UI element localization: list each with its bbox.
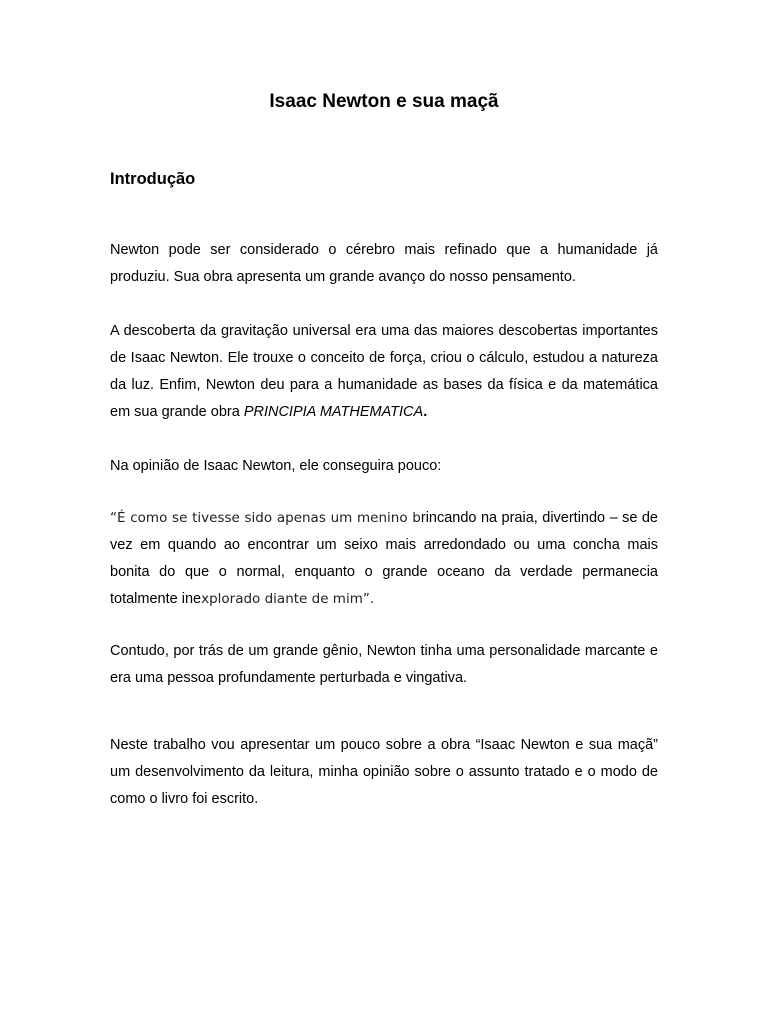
newton-quote bbox=[110, 505, 658, 613]
paragraph-opinion: Na opinião de Isaac Newton, ele conseguira pouco: bbox=[110, 458, 442, 474]
document-title: Isaac Newton e sua maçã bbox=[269, 91, 499, 112]
quote-start: “É como se tivesse sido apenas um menino b bbox=[110, 510, 421, 526]
paragraph-work-purpose: Neste trabalho vou apresentar um pouco sobre a obra “Isaac Newton e sua maçã” um desenvolvimento da leitura, minha opinião sobre o assunto tratado e o modo de como o livro foi escrito. bbox=[110, 737, 658, 807]
paragraph-gravitation-end: . bbox=[423, 404, 428, 420]
paragraph-personality: Contudo, por trás de um grande gênio, Newton tinha uma personalidade marcante e era uma pessoa profundamente perturbada e vingativa. bbox=[110, 643, 658, 686]
section-heading: Introdução bbox=[110, 170, 196, 188]
principia-emphasis: PRINCIPIA MATHEMATICA bbox=[243, 404, 424, 420]
quote-end: xplorado diante de mim”. bbox=[201, 591, 375, 607]
paragraph-intro: Newton pode ser considerado o cérebro mais refinado que a humanidade já produziu. Sua obra apresenta um grande avanço do nosso pensamento. bbox=[110, 242, 658, 285]
paragraph-gravitation-text: A descoberta da gravitação universal era uma das maiores descobertas importantes de Isaac Newton. Ele trouxe o conceito de força, criou o cálculo, estudou a natureza da luz. Enfim, Newton deu para a humanidade as bases da física e da matemática em sua grande obra bbox=[110, 323, 658, 420]
quote-middle: rincando na praia, divertindo – se de vez em quando ao encontrar um seixo mais arredondado ou uma concha mais bonita do que o normal, enquanto o grande oceano da verdade permanecia totalmente ine bbox=[110, 510, 658, 607]
paragraph-gravitation bbox=[110, 318, 658, 426]
